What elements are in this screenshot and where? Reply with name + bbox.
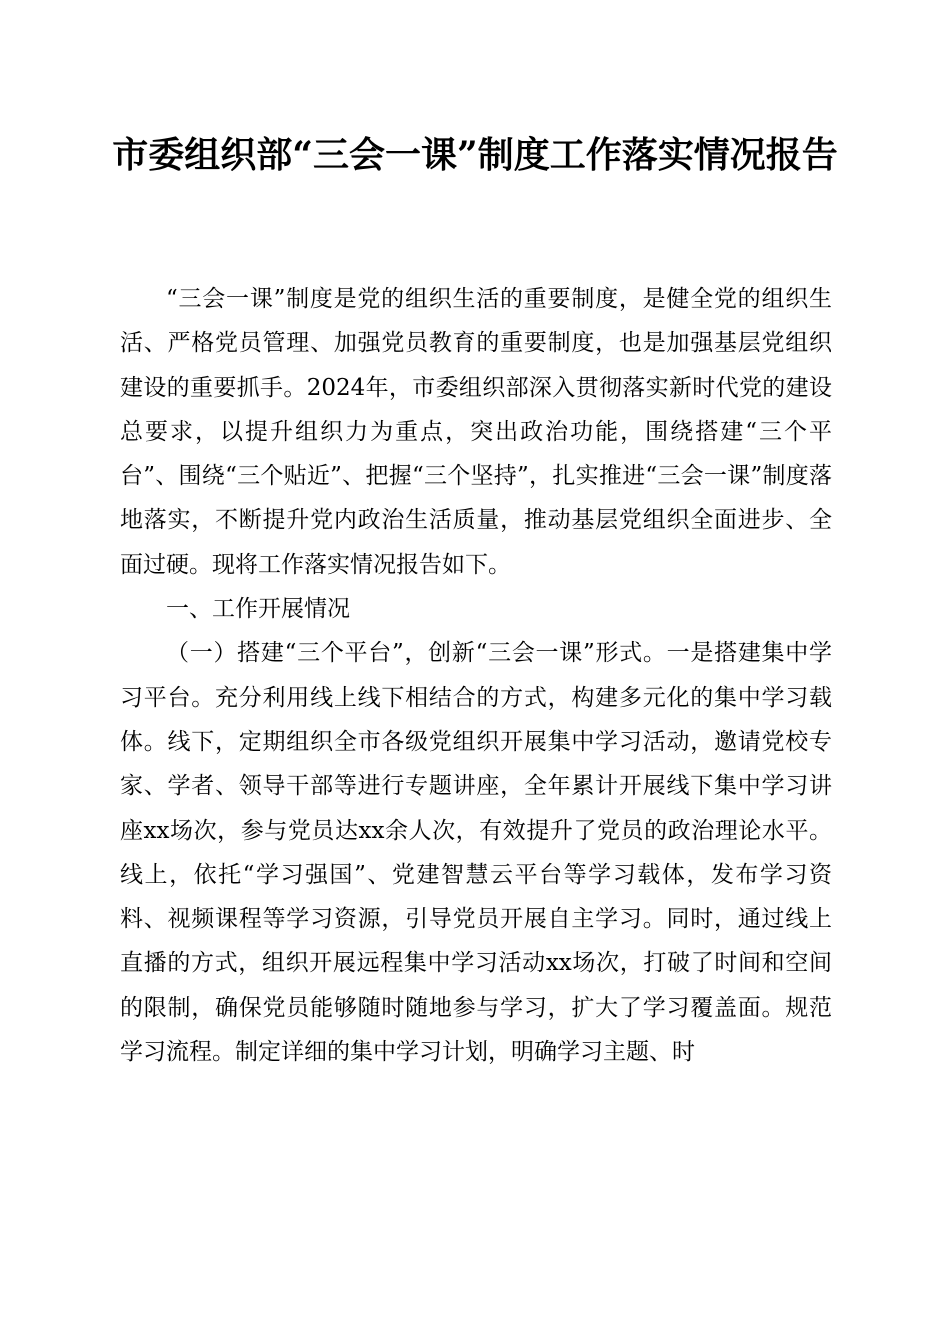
section-heading: 一、工作开展情况 [166, 596, 350, 623]
document-title: 市委组织部“三会一课”制度工作落实情况报告 [112, 134, 838, 176]
subsection-paragraph [120, 631, 832, 1074]
subsection-body: 一是搭建集中学习平台。充分利用线上线下相结合的方式，构建多元化的集中学习载体。线下，定期组织全市各级党组织开展集中学习活动，邀请党校专家、学者、领导干部等进行专题讲座，全年累计开展线下集中学习讲座xx场次，参与党员达xx余人次，有效提升了党员的政治理论水平。线上，依托“学习强国”、党建智慧云平台等学习载体，发布学习资料、视频课程等学习资源，引导党员开展自主学习。同时，通过线上直播的方式，组织开展远程集中学习活动xx场次，打破了时间和空间的限制，确保党员能够随时随地参与学习，扩大了学习覆盖面。规范学习流程。制定详细的集中学习计划，明确学习主题、时 [120, 640, 832, 1066]
subsection-heading: （一）搭建“三个平台”，创新“三会一课”形式。 [166, 640, 667, 667]
document-body [120, 277, 832, 1074]
intro-paragraph: “三会一课”制度是党的组织生活的重要制度，是健全党的组织生活、严格党员管理、加强党员教育的重要制度，也是加强基层党组织建设的重要抓手。2024年，市委组织部深入贯彻落实新时代党的建设总要求，以提升组织力为重点，突出政治功能，围绕搭建“三个平台”、围绕“三个贴近”、把握“三个坚持”，扎实推进“三会一课”制度落地落实，不断提升党内政治生活质量，推动基层党组织全面进步、全面过硬。现将工作落实情况报告如下。 [120, 286, 832, 578]
